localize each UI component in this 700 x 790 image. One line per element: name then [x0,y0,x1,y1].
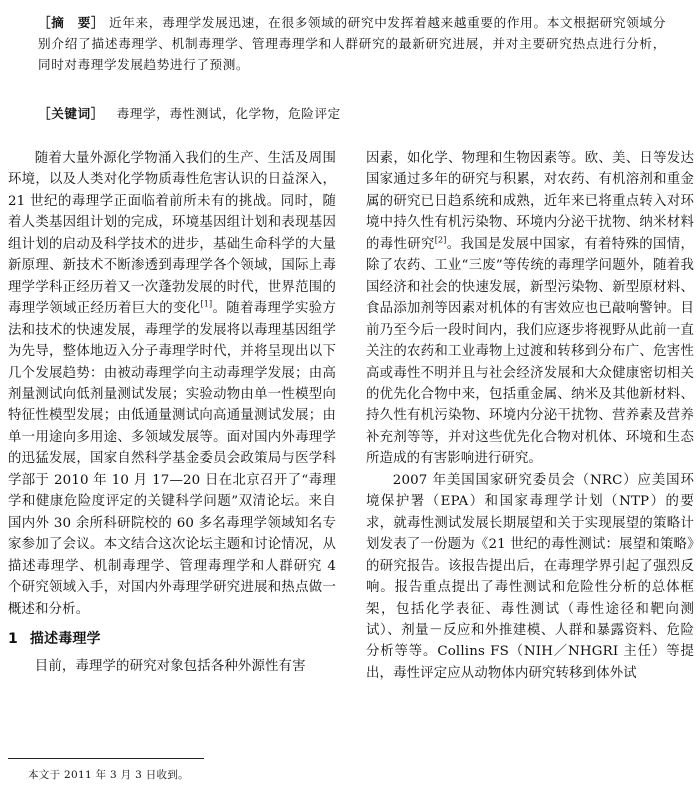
section-title: 描述毒理学 [29,630,101,647]
nrc-paragraph: 2007 年美国国家研究委员会（NRC）应美国环境保护署（EPA）和国家毒理学计划（NTP）的要求，就毒性测试发展长期展望和关于实现展望的策略计划发表了一份题为《21 世纪的毒性测试：展望和策略》的研究报告。该报告提出后，在毒理学界引起了强烈反响。报告重点提出了毒性测试和危险性分析的总体框架，包括化学表征、毒性测试（毒性途径和靶向测试）、剂量－反应和外推建模、人群和暴露资料、危险分析等等。Collins FS（NIH／NHGRI 主任）等提出，毒性评定应从动物体内研究转移到体外试 [366,472,694,681]
intro-paragraph [8,148,336,620]
section-heading [8,626,336,652]
left-column [8,148,336,677]
keywords [38,103,666,124]
citation-1: [1] [200,299,213,309]
continued-paragraph [366,148,694,470]
intro-text-b: 。随着毒理学实验方法和技术的快速发展，毒理学的发展将以毒理基因组学为先导，整体地迈入分子毒理学时代，并将呈现出以下几个发展趋势：由被动毒理学向主动毒理学发展；由高剂量测试向低剂量测试发展；实验动物由单一性模型向特征性模型发展；由低通量测试向高通量测试发展；由单一用途向多用途、多领域发展等。面对国内外毒理学的迅猛发展，国家自然科学基金委员会政策局与医学科学部于 2010 年 10 月 17—20 日在北京召开了“毒理学和健康危险度评定的关键科学问题”双清论坛。来自国内外 30 余所科研院校的 60 多名毒理学领域知名专家参加了会议。本文结合这次论坛主题和讨论情况，从描述毒理学、机制毒理学、管理毒理学和人群研究 4 个研究领域入手，对国内外毒理学研究进展和热点做一概述和分析。 [8,301,336,617]
citation-2: [2] [434,235,447,245]
keywords-tag: ［关键词］ [38,106,104,121]
section-number: 1 [8,630,18,647]
footnote: 本文于 2011 年 3 月 3 日收到。 [28,769,189,781]
abstract [38,12,666,75]
intro-text-a: 随着大量外源化学物涌入我们的生产、生活及周围环境，以及人类对化学物质毒性危害认识的日益深入，21 世纪的毒理学正面临着前所未有的挑战。同时，随着人类基因组计划的完成，环境基因组计划和表现基因组计划的启动及科学技术的进步，基础生命科学的大量新原理、新技术不断渗透到毒理学各个领域，国际上毒理学学科正经历着又一次蓬勃发展的时代，世界范围的毒理学领域正经历着巨大的变化 [8,151,336,317]
footnote-rule [8,758,204,759]
right-column [366,148,694,684]
section-paragraph: 目前，毒理学的研究对象包括各种外源性有害 [34,658,306,674]
continued-text-a: 因素，如化学、物理和生物因素等。欧、美、日等发达国家通过多年的研究与积累，对农药、有机溶剂和重金属的研究已日趋系统和成熟，近年来已将重点转入对环境中持久性有机污染物、环境内分泌干扰物、纳米材料的毒性研究 [366,151,694,252]
continued-text-b: 。我国是发展中国家，有着特殊的国情，除了农药、工业“三废”等传统的毒理学问题外，随着我国经济和社会的快速发展，新型污染物、新型原材料、食品添加剂等因素对机体的有害效应也已敲响警钟。目前乃至今后一段时间内，我们应逐步将视野从此前一直关注的农药和工业毒物上过渡和转移到分布广、危害性高或毒性不明并且与社会经济发展和大众健康密切相关的优先化合物中来，包括重金属、纳米及其他新材料、持久性有机污染物、环境内分泌干扰物、营养素及营养补充剂等等，并对这些优先化合物对机体、环境和生态所造成的有害影响进行研究。 [366,236,695,467]
abstract-text: 近年来，毒理学发展迅速，在很多领域的研究中发挥着越来越重要的作用。本文根据研究领域分别介绍了描述毒理学、机制毒理学、管理毒理学和人群研究的最新研究进展，并对主要研究热点进行分析，同时对毒理学发展趋势进行了预测。 [38,15,667,72]
keywords-text: 毒理学，毒性测试，化学物，危险评定 [116,106,341,121]
abstract-tag: ［摘 要］ [38,15,105,30]
